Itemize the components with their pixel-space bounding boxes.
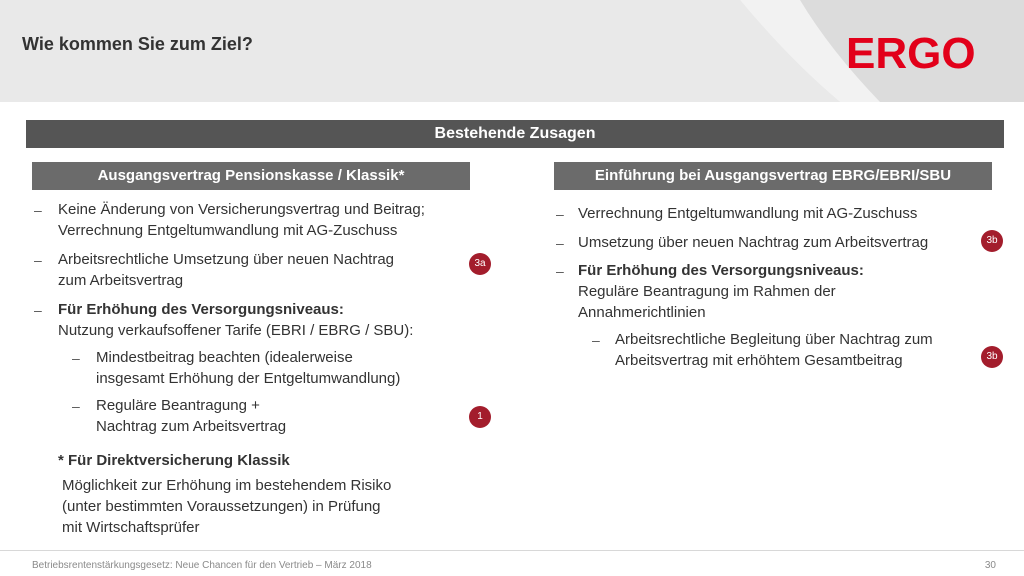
left-item-2-line1: Arbeitsrechtliche Umsetzung über neuen Nachtrag <box>58 251 395 268</box>
right-item-1 <box>578 203 917 224</box>
footnote-line: Möglichkeit zur Erhöhung im bestehendem Risiko <box>62 477 392 494</box>
footnote-text <box>62 475 391 538</box>
footer-text: Betriebsrentenstärkungsgesetz: Neue Chancen für den Vertrieb – März 2018 <box>32 560 372 571</box>
left-subitem-1-line1: Mindestbeitrag beachten (idealerweise <box>96 349 353 366</box>
right-item-3 <box>578 260 864 323</box>
page-title: Wie kommen Sie zum Ziel? <box>22 34 253 54</box>
left-item-3-line2: Nutzung verkaufsoffener Tarife (EBRI / EBRG / SBU): <box>58 322 414 339</box>
left-subitem-2-line2: Nachtrag zum Arbeitsvertrag <box>96 418 287 435</box>
right-subitem-1 <box>615 329 933 371</box>
right-item-3-line2: Reguläre Beantragung im Rahmen der <box>578 283 836 300</box>
reference-badge: 3b <box>981 230 1003 252</box>
reference-badge: 3a <box>469 253 491 275</box>
reference-badge: 1 <box>469 406 491 428</box>
header-bar <box>0 0 1024 102</box>
bullet-dash: – <box>556 206 564 222</box>
left-item-1 <box>58 199 425 241</box>
reference-badge: 3b <box>981 346 1003 368</box>
ergo-logo: ERGO <box>846 29 976 78</box>
footnote-line: (unter bestimmten Voraussetzungen) in Prüfung <box>62 498 381 515</box>
left-item-1-line2: Verrechnung Entgeltumwandlung mit AG-Zuschuss <box>58 222 398 239</box>
section-banner: Bestehende Zusagen <box>26 120 1004 148</box>
left-subitem-2-line1: Reguläre Beantragung + <box>96 397 260 414</box>
left-subitem-1 <box>96 347 400 389</box>
bullet-dash: – <box>34 202 42 218</box>
left-column-heading: Ausgangsvertrag Pensionskasse / Klassik* <box>32 162 470 190</box>
left-subitem-1-line2: insgesamt Erhöhung der Entgeltumwandlung) <box>96 370 401 387</box>
right-subitem-1-line2: Arbeitsvertrag mit erhöhtem Gesamtbeitrag <box>615 352 903 369</box>
right-column-heading: Einführung bei Ausgangsvertrag EBRG/EBRI/SBU <box>554 162 992 190</box>
right-item-3-line3: Annahmerichtlinien <box>578 304 706 321</box>
page-number: 30 <box>984 560 996 571</box>
footnote-line: mit Wirtschaftsprüfer <box>62 519 200 536</box>
left-item-2 <box>58 249 394 291</box>
left-item-3-line1: Für Erhöhung des Versorgungsniveaus: <box>58 301 344 318</box>
right-item-3-line1: Für Erhöhung des Versorgungsniveaus: <box>578 262 864 279</box>
bullet-dash: – <box>556 263 564 279</box>
bullet-dash: – <box>72 398 80 414</box>
left-item-2-line2: zum Arbeitsvertrag <box>58 272 184 289</box>
right-item-1-line1: Verrechnung Entgeltumwandlung mit AG-Zuschuss <box>578 205 918 222</box>
left-subitem-2 <box>96 395 286 437</box>
footer-divider <box>0 550 1024 551</box>
right-item-2 <box>578 232 928 253</box>
bullet-dash: – <box>592 332 600 348</box>
bullet-dash: – <box>34 302 42 318</box>
left-item-3 <box>58 299 413 341</box>
bullet-dash: – <box>34 252 42 268</box>
bullet-dash: – <box>72 350 80 366</box>
footnote-title: * Für Direktversicherung Klassik <box>58 452 290 469</box>
bullet-dash: – <box>556 235 564 251</box>
right-item-2-line1: Umsetzung über neuen Nachtrag zum Arbeitsvertrag <box>578 234 929 251</box>
left-item-1-line1: Keine Änderung von Versicherungsvertrag und Beitrag; <box>58 201 425 218</box>
right-subitem-1-line1: Arbeitsrechtliche Begleitung über Nachtrag zum <box>615 331 933 348</box>
